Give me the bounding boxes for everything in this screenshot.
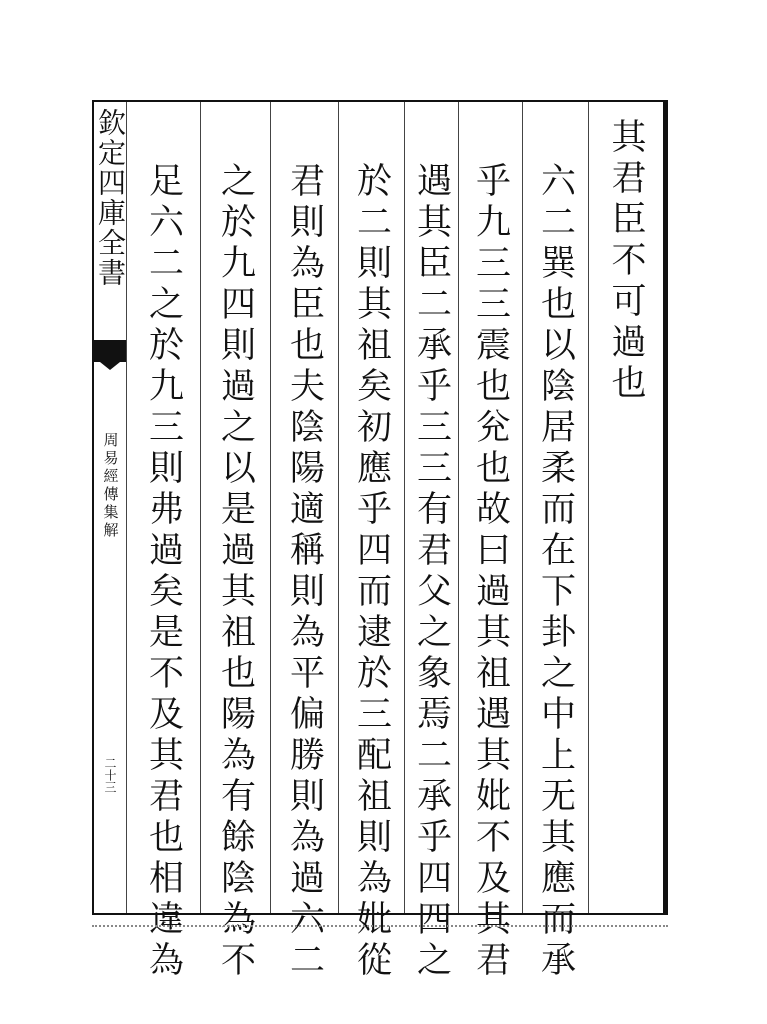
bottom-border-dots [92, 925, 668, 927]
column-text: 君則為臣也夫陰陽適稱則為平偏勝則為過六二 [284, 162, 325, 982]
text-column-6 [270, 102, 338, 982]
page-frame [92, 100, 668, 982]
column-text: 乎九三三震也兊也故曰過其祖遇其妣不及其君 [470, 162, 511, 982]
column-text: 其君臣不可過也 [606, 118, 646, 405]
text-column-2 [522, 102, 588, 982]
column-text: 遇其臣二承乎三三有君父之象焉二承乎四四之 [411, 162, 452, 982]
book-title: 周易經傳集解 [101, 432, 120, 540]
fishtail-mark [94, 340, 126, 362]
column-text: 之於九四則過之以是過其祖也陽為有餘陰為不 [215, 162, 256, 982]
collection-title: 欽定四庫全書 [94, 108, 127, 288]
text-column-1 [588, 102, 663, 913]
column-text: 足六二之於九三則弗過矣是不及其君也相違為 [143, 162, 184, 982]
text-column-7 [200, 102, 270, 982]
text-column-3 [458, 102, 522, 982]
page-margin-strip [94, 102, 127, 913]
text-column-5 [338, 102, 404, 982]
page-number: 二十三 [103, 757, 117, 793]
text-column-4 [404, 102, 458, 982]
column-text: 於二則其祖矣初應乎四而逮於三配祖則為妣從 [351, 162, 392, 982]
text-column-8 [126, 102, 200, 982]
column-text: 六二巽也以陰居柔而在下卦之中上无其應而承 [535, 162, 576, 982]
